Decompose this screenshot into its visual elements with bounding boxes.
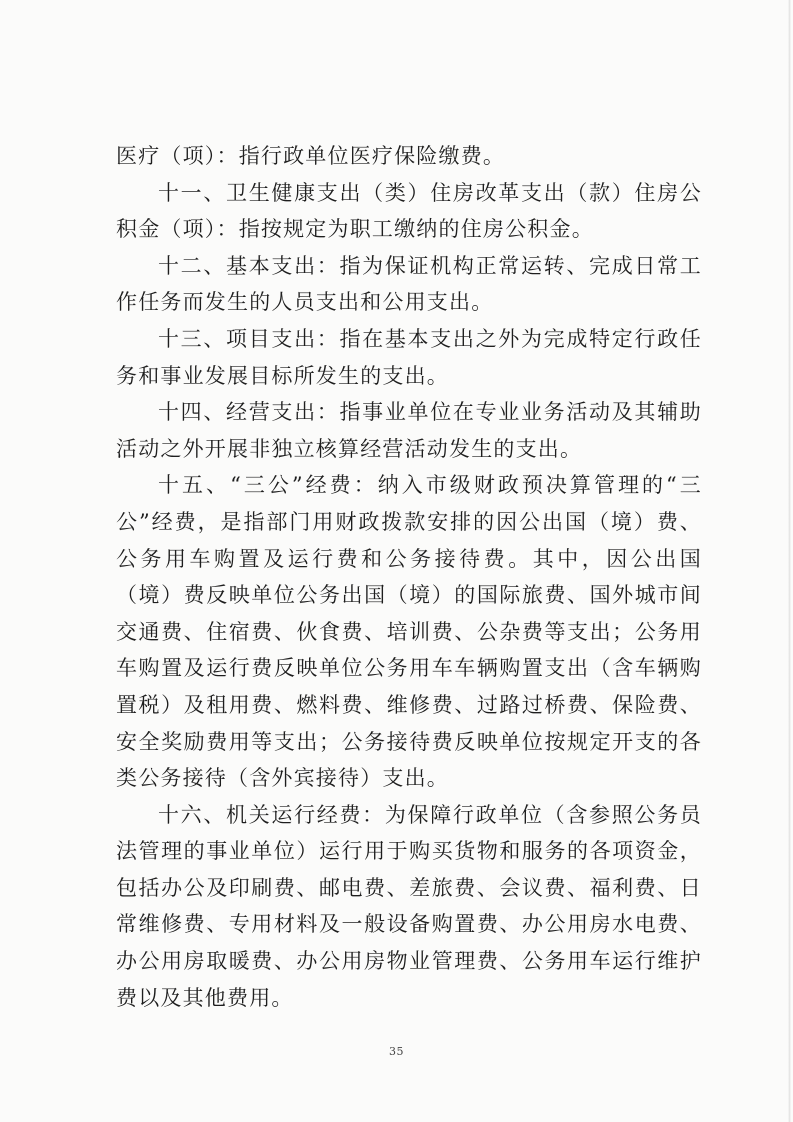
paragraph-office-operating-funds: 十六、机关运行经费：为保障行政单位（含参照公务员法管理的事业单位）运行用于购买货物和服务的各项资金，包括办公及印刷费、邮电费、差旅费、会议费、福利费、日常维修费、专用材料及一般设备购置费、办公用房水电费、办公用房取暖费、办公用房物业管理费、公务用车运行维护费以及其他费用。 bbox=[116, 802, 702, 1010]
paragraph-basic-expenditure: 十二、基本支出：指为保证机构正常运转、完成日常工作任务而发生的人员支出和公用支出。 bbox=[116, 253, 702, 315]
page-number: 35 bbox=[389, 1045, 404, 1058]
paragraph-housing-fund: 十一、卫生健康支出（类）住房改革支出（款）住房公积金（项）：指按规定为职工缴纳的住房公积金。 bbox=[116, 180, 702, 242]
paragraph-medical-continuation: 医疗（项）：指行政单位医疗保险缴费。 bbox=[116, 144, 506, 168]
paragraph-project-expenditure: 十三、项目支出：指在基本支出之外为完成特定行政任务和事业发展目标所发生的支出。 bbox=[116, 326, 702, 388]
paragraph-three-public-expenses: 十五、“三公”经费：纳入市级财政预决算管理的“三公”经费，是指部门用财政拨款安排的因公出国（境）费、公务用车购置及运行费和公务接待费。其中，因公出国（境）费反映单位公务出国（境）的国际旅费、国外城市间交通费、住宿费、伙食费、培训费、公杂费等支出；公务用车购置及运行费反映单位公务用车车辆购置支出（含车辆购置税）及租用费、燃料费、维修费、过路过桥费、保险费、安全奖励费用等支出；公务接待费反映单位按规定开支的各类公务接待（含外宾接待）支出。 bbox=[116, 473, 702, 791]
scan-edge-shadow bbox=[788, 0, 791, 1122]
paragraph-operating-expenditure: 十四、经营支出：指事业单位在专业业务活动及其辅助活动之外开展非独立核算经营活动发生的支出。 bbox=[116, 400, 702, 461]
document-body bbox=[116, 138, 702, 1016]
